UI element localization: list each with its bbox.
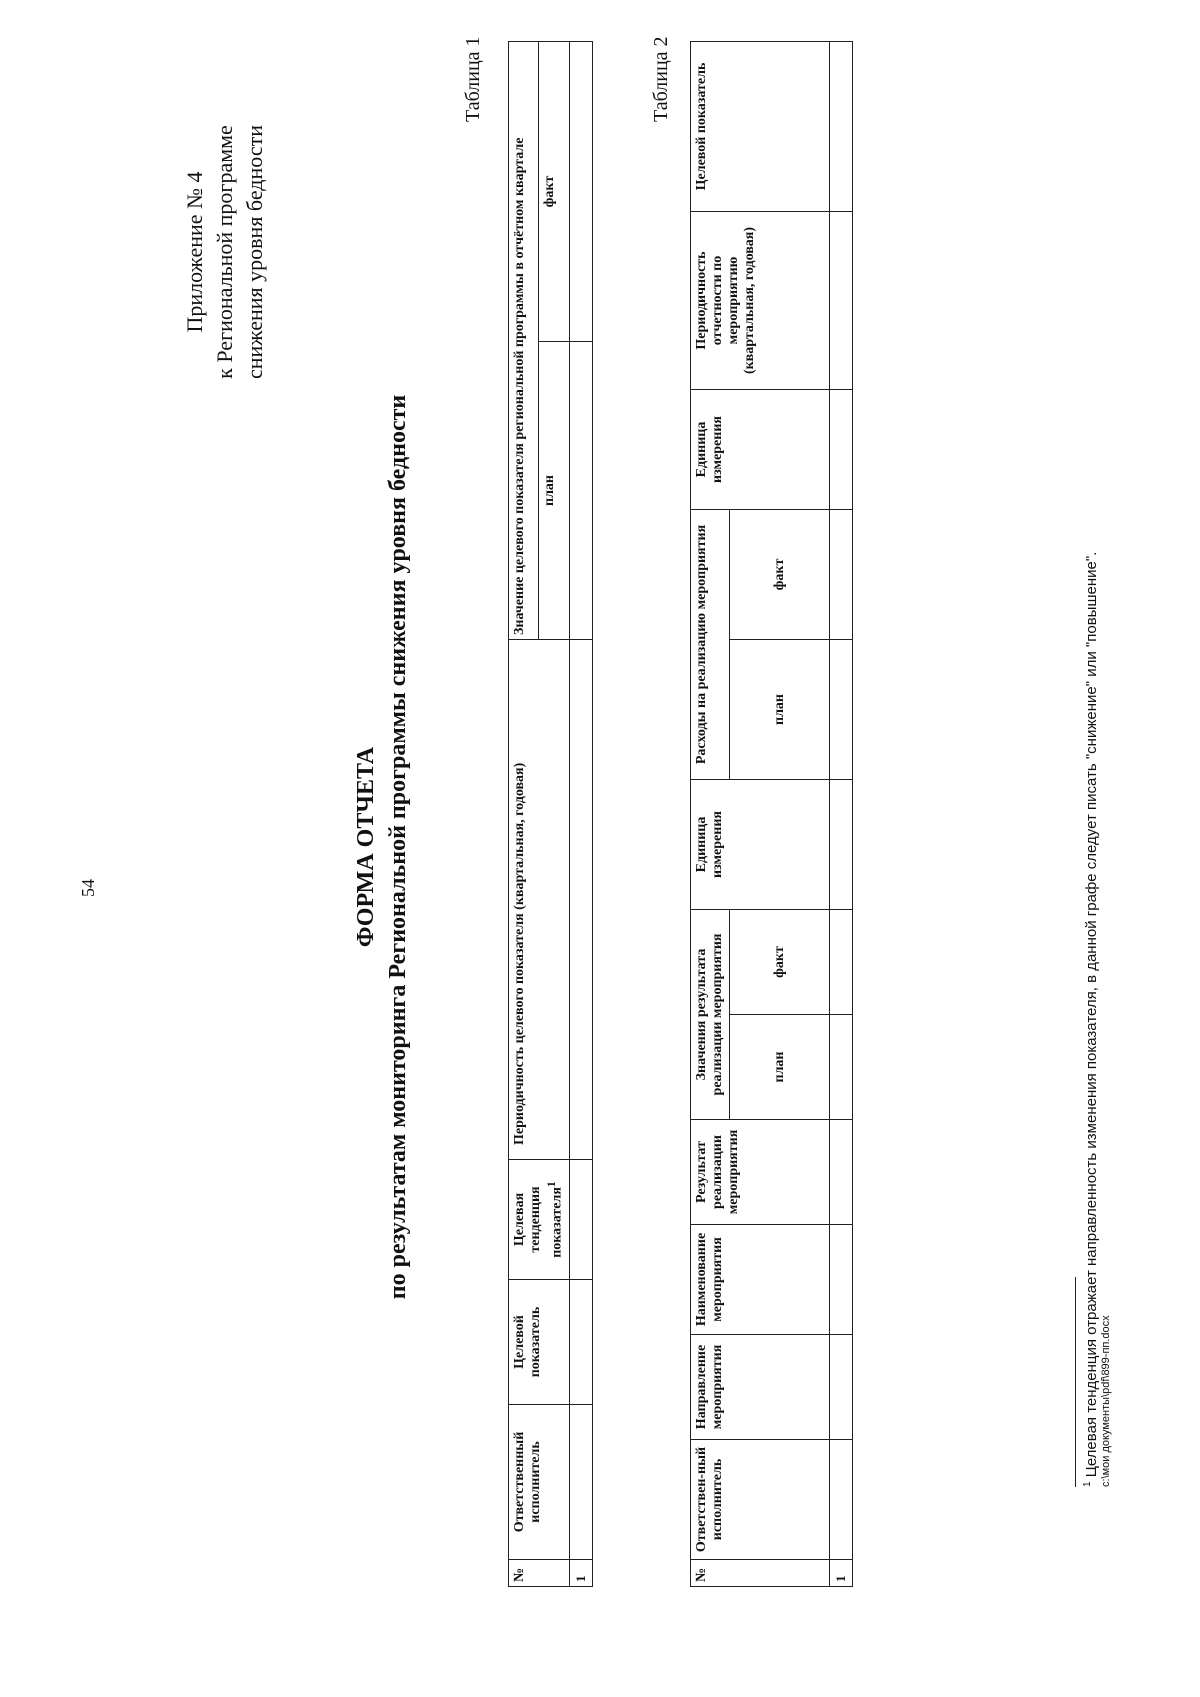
table2-cell	[830, 41, 853, 211]
table2-cell	[830, 1120, 853, 1225]
table1-header-indicator: Целевой показатель	[509, 1280, 570, 1405]
table1-header-value: Значение целевого показателя региональной программы в отчётном квартале	[509, 42, 539, 640]
table2-cell	[830, 779, 853, 909]
table-row	[830, 41, 853, 1586]
table2-header-indicator: Целевой показатель	[691, 41, 830, 211]
table2-header-expenses: Расходы на реализацию мероприятия	[691, 509, 730, 779]
table1-label: Таблица 1	[462, 36, 484, 122]
appendix-line-3: снижения уровня бедности	[242, 125, 267, 379]
footnote-divider	[1075, 1277, 1076, 1487]
table2	[690, 41, 853, 1587]
footnote-mark: 1	[1082, 1481, 1093, 1487]
table1-header-executor: Ответственный исполнитель	[509, 1405, 570, 1560]
table1-header-fact: факт	[539, 42, 569, 342]
footnote-text: Целевая тенденция отражает направленность изменения показателя, в данной графе следует писать "снижение" или "повышение".	[1083, 551, 1100, 1482]
appendix-heading	[180, 32, 270, 472]
table2-cell	[830, 909, 853, 1014]
table2-cell	[830, 1335, 853, 1440]
appendix-line-1: Приложение № 4	[182, 171, 207, 333]
table2-header-plan-1: план	[730, 1015, 830, 1120]
form-title-line-1: ФОРМА ОТЧЕТА	[353, 746, 379, 948]
appendix-line-2: к Региональной программе	[212, 125, 237, 379]
table1-cell	[569, 42, 592, 342]
form-title-line-2: по результатам мониторинга Региональной программы снижения уровня бедности	[385, 394, 411, 1300]
table2-cell	[830, 1225, 853, 1335]
table2-cell	[830, 389, 853, 509]
table1-cell	[569, 342, 592, 640]
page-number: 54	[78, 879, 98, 897]
table2-header-result: Результат реализации мероприятия	[691, 1120, 830, 1225]
table1	[508, 41, 593, 1587]
table1-header-periodicity: Периодичность целевого показателя (квартальная, годовая)	[509, 640, 570, 1160]
table2-header-name: Наименование мероприятия	[691, 1225, 830, 1335]
footnote-ref: 1	[545, 1181, 558, 1188]
form-title	[350, 297, 414, 1397]
table2-header-periodicity: Периодичность отчетности по мероприятию (квартальная, годовая)	[691, 211, 830, 389]
table1-header-tendency	[509, 1160, 570, 1280]
table2-cell	[830, 509, 853, 639]
table2-row1-num: 1	[830, 1560, 853, 1587]
table2-header-unit-2: Единица измерения	[691, 389, 830, 509]
table2-cell	[830, 1440, 853, 1560]
table1-row1-num: 1	[569, 1560, 592, 1587]
table2-header-fact-2: факт	[730, 509, 830, 639]
table2-cell	[830, 211, 853, 389]
table2-cell	[830, 1015, 853, 1120]
table1-header-plan: план	[539, 342, 569, 640]
table1-cell	[569, 640, 592, 1160]
table1-cell	[569, 1280, 592, 1405]
table1-cell	[569, 1405, 592, 1560]
table1-cell	[569, 1160, 592, 1280]
table2-header-result-values: Значения результата реализации мероприятия	[691, 909, 730, 1119]
table2-cell	[830, 639, 853, 779]
footnote	[1082, 552, 1100, 1487]
table1-header-tendency-text: Целевая тенденция показателя	[512, 1186, 565, 1258]
table2-label: Таблица 2	[650, 36, 672, 122]
table2-header-num: №	[691, 1560, 830, 1587]
table2-header-fact-1: факт	[730, 909, 830, 1014]
file-path: c:\мои документы\pdf\899-пп.docx	[1100, 1315, 1112, 1487]
table1-header-num: №	[509, 1560, 570, 1587]
table-row	[569, 42, 592, 1587]
table2-header-plan-2: план	[730, 639, 830, 779]
table2-header-executor: Ответствен-ный исполнитель	[691, 1440, 830, 1560]
table2-header-unit-1: Единица измерения	[691, 779, 830, 909]
table2-header-direction: Направление мероприятия	[691, 1335, 830, 1440]
